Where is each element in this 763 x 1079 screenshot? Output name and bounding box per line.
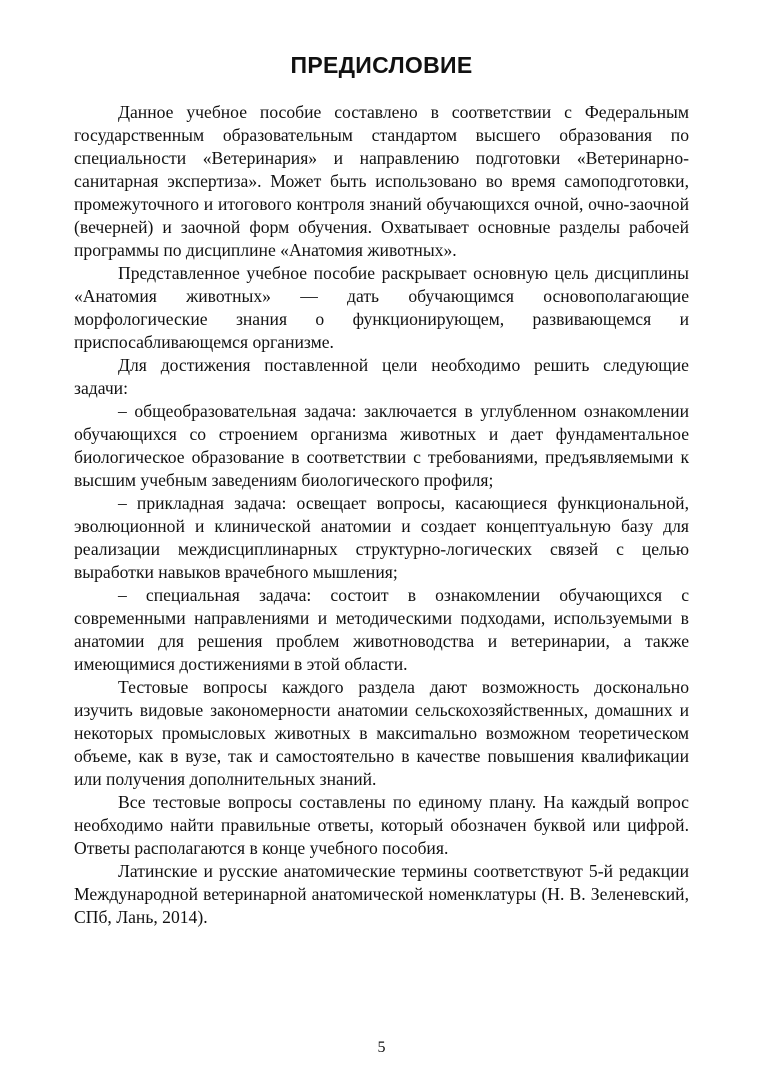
list-item: – специальная задача: состоит в ознакомлении обучающихся с современными направлениями и методическими подходами, используемыми в анатомии для решения проблем животноводства и ветеринарии, а также имеющимися достижениями в этой области. (74, 585, 689, 674)
paragraph: Латинские и русские анатомические термины соответствуют 5-й редакции Международной ветеринарной анатомической номенклатуры (Н. В. Зеленевский, СПб, Лань, 2014). (74, 861, 689, 927)
paragraph: Для достижения поставленной цели необходимо решить следующие задачи: (74, 355, 689, 398)
document-body (74, 101, 689, 929)
paragraph: Данное учебное пособие составлено в соответствии с Федеральным государственным образовательным стандартом высшего образования по специальности «Ветеринария» и направлению подготовки «Ветеринарно-санитарная экспертиза». Может быть использовано во время самоподготовки, промежуточного и итогового контроля знаний обучающихся очной, очно-заочной (вечерней) и заочной форм обучения. Охватывает основные разделы рабочей программы по дисциплине «Анатомия животных». (74, 102, 689, 260)
page-number: 5 (377, 1039, 386, 1056)
paragraph: Представленное учебное пособие раскрывает основную цель дисциплины «Анатомия животных» — дать обучающимся основополагающие морфологические знания о функционирующем, развивающемся и приспосабливающемся организме. (74, 263, 689, 352)
page-title: ПРЕДИСЛОВИЕ (290, 52, 473, 78)
paragraph: Все тестовые вопросы составлены по единому плану. На каждый вопрос необходимо найти правильные ответы, который обозначен буквой или цифрой. Ответы располагаются в конце учебного пособия. (74, 792, 689, 858)
paragraph: Тестовые вопросы каждого раздела дают возможность досконально изучить видовые закономерности анатомии сельскохозяйственных, домашних и некоторых промысловых животных в максиmально возможном теоретическом объеме, как в вузе, так и самостоятельно в качестве повышения квалификации или получения дополнительных знаний. (74, 677, 689, 789)
list-item: – общеобразовательная задача: заключается в углубленном ознакомлении обучающихся со строением организма животных и дает фундаментальное биологическое образование в соответствии с требованиями, предъявляемыми к высшим учебным заведениям биологического профиля; (74, 401, 689, 490)
list-item: – прикладная задача: освещает вопросы, касающиеся функциональной, эволюционной и клинической анатомии и создает концептуальную базу для реализации междисциплинарных структурно-логических связей с целью выработки навыков врачебного мышления; (74, 493, 689, 582)
